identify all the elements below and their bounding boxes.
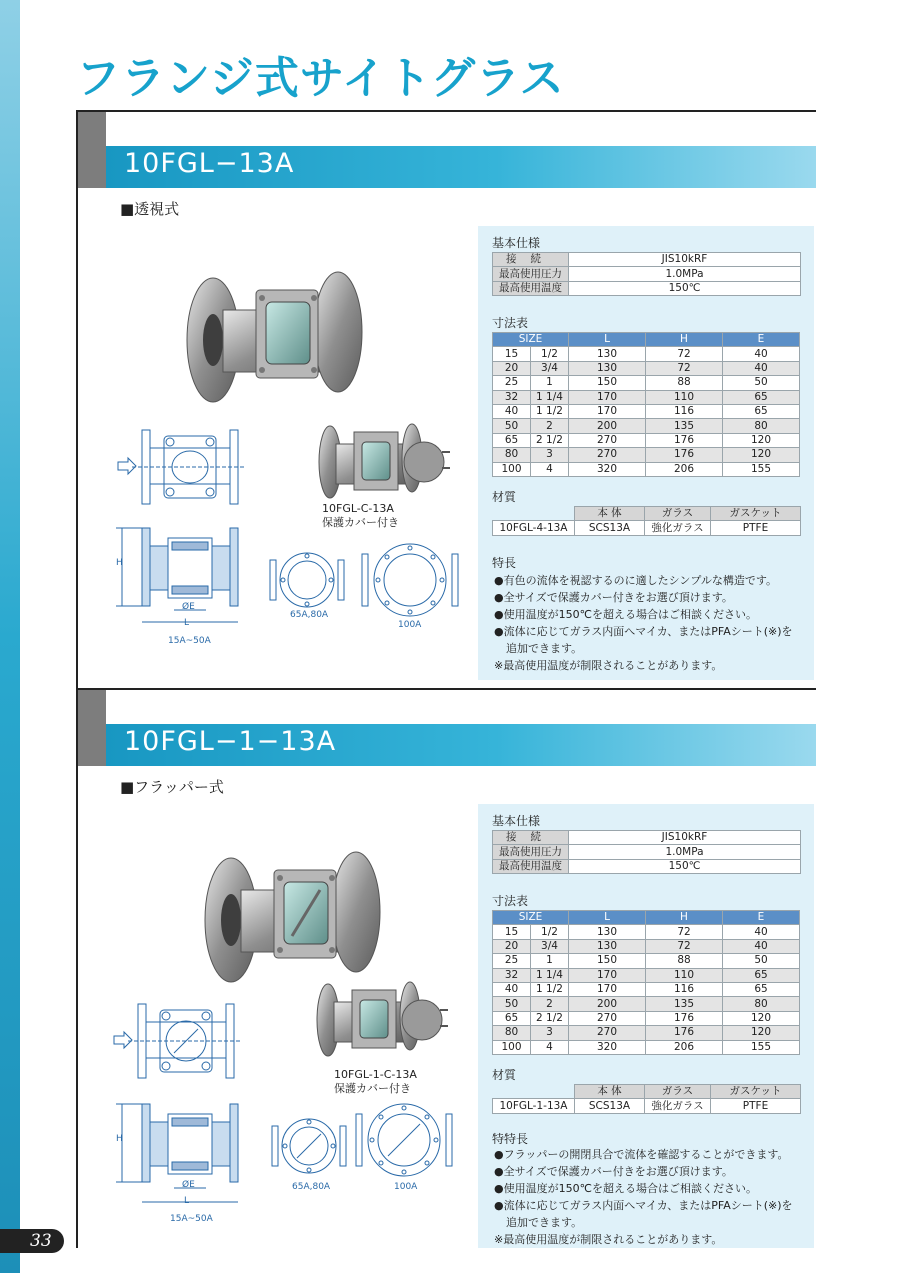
- table-row: [493, 404, 800, 418]
- table-cell: 50: [723, 954, 800, 968]
- table-cell: 1 1/2: [531, 982, 569, 996]
- table-cell: 50: [493, 997, 531, 1011]
- table-cell: 270: [569, 1026, 646, 1040]
- table-row: [493, 361, 800, 375]
- table-cell: 150: [569, 954, 646, 968]
- material-title: 材質: [492, 490, 517, 504]
- cover-caption-text: 保護カバー付き: [322, 516, 399, 529]
- product-type: ■フラッパー式: [120, 778, 224, 796]
- table-cell: 80: [723, 997, 800, 1011]
- table-cell: 120: [723, 1011, 800, 1025]
- table-row: [493, 859, 801, 873]
- cover-caption-text: 保護カバー付き: [334, 1082, 411, 1095]
- cover-caption-model: 10FGL-C-13A: [322, 502, 394, 515]
- table-cell: 接続: [493, 831, 569, 845]
- table-cell: 1/2: [531, 347, 569, 361]
- basic-spec-table: [492, 830, 801, 874]
- drawing-size-range: 15A~50A: [168, 636, 211, 646]
- table-cell: 25: [493, 954, 531, 968]
- table-cell: 50: [723, 376, 800, 390]
- table-cell: 1.0MPa: [569, 267, 801, 281]
- table-row: [493, 968, 800, 982]
- page-number: 33: [30, 1231, 52, 1251]
- material-title: 材質: [492, 1068, 517, 1082]
- table-cell: 150℃: [569, 281, 801, 295]
- table-row: [493, 462, 800, 476]
- product-type: ■透視式: [120, 200, 180, 218]
- table-cell: 135: [646, 997, 723, 1011]
- table-cell: 155: [723, 462, 800, 476]
- table-cell: 130: [569, 347, 646, 361]
- drawing-label-h: H: [116, 558, 123, 568]
- table-row: [493, 419, 800, 433]
- section-grey-block: [78, 112, 106, 188]
- product-model-name: 10FGL−13A: [124, 148, 295, 179]
- column-header: 本 体: [575, 1085, 645, 1099]
- table-cell: 170: [569, 404, 646, 418]
- column-header: SIZE: [493, 333, 569, 347]
- table-cell: 135: [646, 419, 723, 433]
- feature-item: ●流体に応じてガラス内面へマイカ、またはPFAシート(※)を: [494, 1199, 793, 1212]
- features-title: 特特長: [492, 1132, 529, 1146]
- feature-item: ●全サイズで保護カバー付きをお選び頂けます。: [494, 1165, 733, 1178]
- material-table: [492, 1084, 801, 1114]
- table-cell: 72: [646, 939, 723, 953]
- flange-drawing-65-80: [268, 550, 346, 608]
- table-row: [493, 1011, 800, 1025]
- column-header: ガスケット: [711, 1085, 801, 1099]
- table-cell: 170: [569, 390, 646, 404]
- table-cell: 270: [569, 1011, 646, 1025]
- table-cell: 65: [493, 1011, 531, 1025]
- table-cell: 20: [493, 361, 531, 375]
- table-cell: 65: [723, 404, 800, 418]
- table-cell: 130: [569, 939, 646, 953]
- table-cell: PTFE: [711, 521, 801, 535]
- table-cell: 65: [723, 982, 800, 996]
- product-model-name: 10FGL−1−13A: [124, 726, 337, 757]
- section-left-rule: [76, 110, 78, 690]
- table-cell: 1 1/4: [531, 390, 569, 404]
- spec-panel: [478, 226, 814, 680]
- drawing-label-l: L: [184, 618, 190, 628]
- protective-cover-photo: [316, 418, 450, 502]
- drawing-label-h: H: [116, 1134, 123, 1144]
- table-cell: 3: [531, 1026, 569, 1040]
- table-cell: 40: [723, 939, 800, 953]
- blank-cell: [493, 507, 575, 521]
- table-cell: 72: [646, 361, 723, 375]
- features-list: [494, 1146, 810, 1248]
- table-cell: 4: [531, 1040, 569, 1054]
- side-section-drawing: [112, 522, 246, 632]
- table-cell: 2 1/2: [531, 433, 569, 447]
- dimension-table: [492, 910, 800, 1055]
- drawing-label-l: L: [184, 1196, 190, 1206]
- table-cell: 100: [493, 1040, 531, 1054]
- table-cell: 100: [493, 462, 531, 476]
- table-cell: 15: [493, 347, 531, 361]
- table-cell: 116: [646, 404, 723, 418]
- dimension-table: [492, 332, 800, 477]
- feature-item: ●有色の流体を視認するのに適したシンプルな構造です。: [494, 574, 778, 587]
- table-cell: 50: [493, 419, 531, 433]
- drawing-label-e: ØE: [182, 602, 195, 612]
- drawing-size-range: 15A~50A: [170, 1214, 213, 1224]
- table-cell: 130: [569, 361, 646, 375]
- table-cell: 130: [569, 925, 646, 939]
- table-row: [493, 448, 800, 462]
- table-cell: SCS13A: [575, 521, 645, 535]
- drawing-label-100a: 100A: [398, 620, 422, 630]
- table-cell: 32: [493, 390, 531, 404]
- section-rule: [76, 688, 816, 690]
- table-cell: 2: [531, 419, 569, 433]
- table-cell: 最高使用圧力: [493, 845, 569, 859]
- table-cell: PTFE: [711, 1099, 801, 1113]
- table-row: [493, 347, 800, 361]
- blank-cell: [493, 1085, 575, 1099]
- side-accent-bar: [0, 0, 20, 1273]
- table-cell: 120: [723, 1026, 800, 1040]
- table-cell: SCS13A: [575, 1099, 645, 1113]
- table-row: [493, 521, 801, 535]
- table-cell: JIS10kRF: [569, 831, 801, 845]
- table-cell: 3/4: [531, 361, 569, 375]
- drawing-label-65a-80a: 65A,80A: [290, 610, 329, 620]
- table-cell: 200: [569, 997, 646, 1011]
- table-cell: 116: [646, 982, 723, 996]
- column-header: L: [569, 911, 646, 925]
- table-cell: 20: [493, 939, 531, 953]
- table-header-row: [493, 507, 801, 521]
- column-header: E: [723, 333, 800, 347]
- table-row: [493, 925, 800, 939]
- table-cell: 10FGL-1-13A: [493, 1099, 575, 1113]
- table-cell: 72: [646, 925, 723, 939]
- table-cell: 270: [569, 448, 646, 462]
- table-cell: 接続: [493, 253, 569, 267]
- drawing-label-e: ØE: [182, 1180, 195, 1190]
- table-row: [493, 253, 801, 267]
- column-header: ガラス: [645, 507, 711, 521]
- feature-item: 追加できます。: [506, 642, 583, 655]
- table-cell: 25: [493, 376, 531, 390]
- features-title: 特長: [492, 556, 517, 570]
- flange-drawing-100: [354, 1102, 454, 1178]
- table-cell: 110: [646, 390, 723, 404]
- table-row: [493, 845, 801, 859]
- table-cell: 65: [493, 433, 531, 447]
- table-row: [493, 997, 800, 1011]
- table-cell: 2: [531, 997, 569, 1011]
- feature-note: ※最高使用温度が制限されることがあります。: [494, 1233, 723, 1246]
- table-cell: 10FGL-4-13A: [493, 521, 575, 535]
- spec-panel: [478, 804, 814, 1248]
- basic-spec-table: [492, 252, 801, 296]
- section-rule: [76, 110, 816, 112]
- table-cell: 最高使用圧力: [493, 267, 569, 281]
- column-header: ガラス: [645, 1085, 711, 1099]
- feature-item: ●使用温度が150℃を超える場合はご相談ください。: [494, 1182, 757, 1195]
- table-header-row: [493, 911, 800, 925]
- table-cell: 206: [646, 1040, 723, 1054]
- table-cell: 80: [493, 448, 531, 462]
- column-header: H: [646, 911, 723, 925]
- table-cell: 176: [646, 1011, 723, 1025]
- feature-note: ※最高使用温度が制限されることがあります。: [494, 659, 723, 672]
- table-cell: 3: [531, 448, 569, 462]
- table-row: [493, 831, 801, 845]
- table-cell: 155: [723, 1040, 800, 1054]
- drawing-label-65a-80a: 65A,80A: [292, 1182, 331, 1192]
- feature-item: 追加できます。: [506, 1216, 583, 1229]
- table-cell: 40: [723, 361, 800, 375]
- table-row: [493, 281, 801, 295]
- table-cell: 200: [569, 419, 646, 433]
- protective-cover-photo: [314, 976, 448, 1060]
- table-cell: 4: [531, 462, 569, 476]
- table-cell: 1.0MPa: [569, 845, 801, 859]
- cover-caption-model: 10FGL-1-C-13A: [334, 1068, 417, 1081]
- table-row: [493, 376, 800, 390]
- table-cell: 65: [723, 390, 800, 404]
- table-cell: 40: [493, 982, 531, 996]
- table-cell: 1: [531, 954, 569, 968]
- table-cell: 40: [723, 925, 800, 939]
- table-row: [493, 982, 800, 996]
- table-row: [493, 390, 800, 404]
- table-cell: 72: [646, 347, 723, 361]
- table-cell: 88: [646, 954, 723, 968]
- table-header-row: [493, 1085, 801, 1099]
- sight-glass-photo: [196, 840, 386, 990]
- feature-item: ●フラッパーの開閉具合で流体を確認することができます。: [494, 1148, 789, 1161]
- table-cell: 強化ガラス: [645, 521, 711, 535]
- table-cell: 88: [646, 376, 723, 390]
- table-cell: 1 1/2: [531, 404, 569, 418]
- column-header: 本 体: [575, 507, 645, 521]
- feature-item: ●全サイズで保護カバー付きをお選び頂けます。: [494, 591, 733, 604]
- table-cell: 176: [646, 1026, 723, 1040]
- table-cell: 206: [646, 462, 723, 476]
- table-cell: 65: [723, 968, 800, 982]
- section-grey-block: [78, 690, 106, 766]
- table-cell: 110: [646, 968, 723, 982]
- column-header: ガスケット: [711, 507, 801, 521]
- table-row: [493, 954, 800, 968]
- feature-item: ●流体に応じてガラス内面へマイカ、またはPFAシート(※)を: [494, 625, 793, 638]
- table-row: [493, 1040, 800, 1054]
- table-cell: 150℃: [569, 859, 801, 873]
- table-cell: 1/2: [531, 925, 569, 939]
- dimension-table-title: 寸法表: [492, 894, 529, 908]
- column-header: E: [723, 911, 800, 925]
- table-cell: 270: [569, 433, 646, 447]
- sight-glass-photo: [178, 260, 368, 410]
- features-list: [494, 572, 810, 674]
- top-view-drawing: [108, 1000, 242, 1082]
- table-header-row: [493, 333, 800, 347]
- table-cell: 1 1/4: [531, 968, 569, 982]
- table-cell: 強化ガラス: [645, 1099, 711, 1113]
- table-cell: 最高使用温度: [493, 281, 569, 295]
- table-row: [493, 1099, 801, 1113]
- table-cell: 320: [569, 462, 646, 476]
- table-cell: 40: [493, 404, 531, 418]
- column-header: SIZE: [493, 911, 569, 925]
- dimension-table-title: 寸法表: [492, 316, 529, 330]
- drawing-label-100a: 100A: [394, 1182, 418, 1192]
- table-cell: 最高使用温度: [493, 859, 569, 873]
- column-header: H: [646, 333, 723, 347]
- table-cell: 80: [493, 1026, 531, 1040]
- section-left-rule: [76, 688, 78, 1248]
- table-cell: 150: [569, 376, 646, 390]
- table-cell: 170: [569, 968, 646, 982]
- column-header: L: [569, 333, 646, 347]
- side-section-drawing: [112, 1098, 246, 1210]
- table-cell: 120: [723, 433, 800, 447]
- table-cell: 15: [493, 925, 531, 939]
- table-row: [493, 433, 800, 447]
- table-cell: 176: [646, 433, 723, 447]
- table-cell: 170: [569, 982, 646, 996]
- table-cell: 32: [493, 968, 531, 982]
- table-cell: 80: [723, 419, 800, 433]
- table-cell: 320: [569, 1040, 646, 1054]
- table-cell: 2 1/2: [531, 1011, 569, 1025]
- table-cell: 1: [531, 376, 569, 390]
- table-cell: 120: [723, 448, 800, 462]
- page-title: フランジ式サイトグラス: [76, 53, 565, 104]
- table-cell: 176: [646, 448, 723, 462]
- table-row: [493, 939, 800, 953]
- table-cell: 40: [723, 347, 800, 361]
- feature-item: ●使用温度が150℃を超える場合はご相談ください。: [494, 608, 757, 621]
- basic-spec-title: 基本仕様: [492, 236, 541, 250]
- basic-spec-title: 基本仕様: [492, 814, 541, 828]
- table-row: [493, 1026, 800, 1040]
- table-cell: JIS10kRF: [569, 253, 801, 267]
- table-cell: 3/4: [531, 939, 569, 953]
- table-row: [493, 267, 801, 281]
- material-table: [492, 506, 801, 536]
- flange-drawing-65-80: [270, 1116, 348, 1176]
- top-view-drawing: [112, 426, 246, 508]
- flange-drawing-100: [360, 542, 460, 618]
